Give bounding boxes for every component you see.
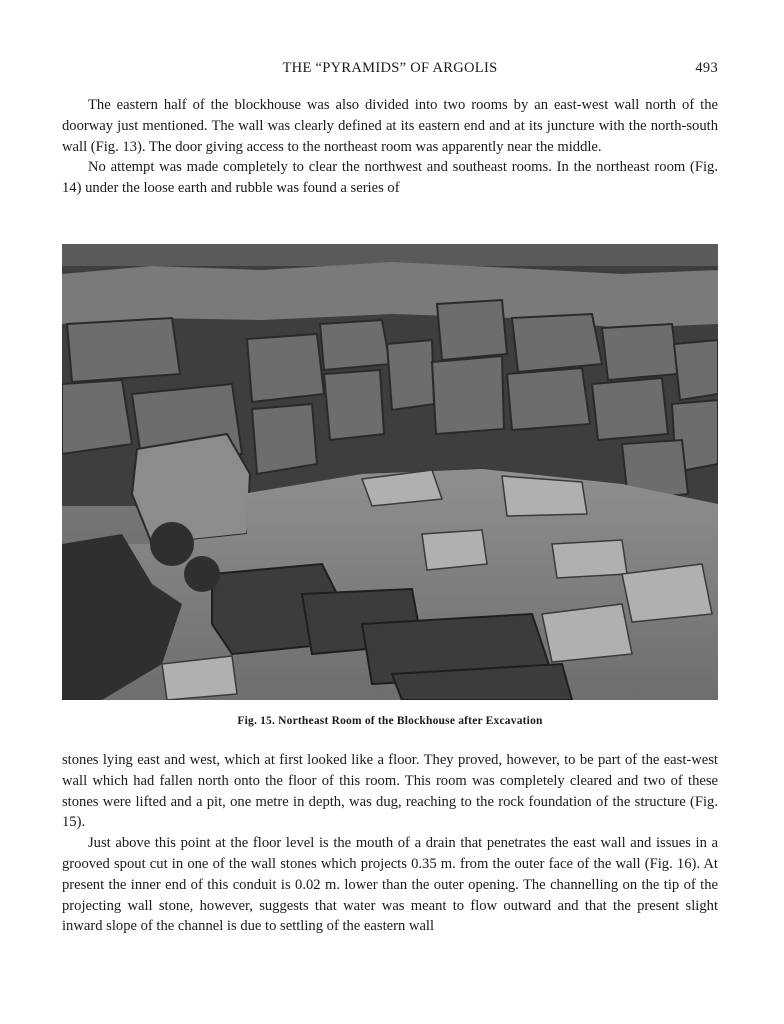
body-text-top — [62, 95, 718, 199]
paragraph: The eastern half of the blockhouse was also divided into two rooms by an east-west wall north of the doorway just mentioned. The wall was clearly defined at its eastern end and at its juncture with the north-south wall (Fig. 13). The door giving access to the northeast room was apparently near the middle. — [62, 97, 718, 155]
paragraph: No attempt was made completely to clear the northwest and southeast rooms. In the northeast room (Fig. 14) under the loose earth and rubble was found a series of — [62, 159, 718, 197]
figure-photograph — [62, 244, 718, 700]
page-number: 493 — [695, 60, 718, 76]
figure-caption: Fig. 15. Northeast Room of the Blockhouse after Excavation — [237, 715, 543, 727]
running-title: THE “PYRAMIDS” OF ARGOLIS — [282, 60, 498, 76]
paragraph: stones lying east and west, which at first looked like a floor. They proved, however, to be part of the east-west wall which had fallen north onto the floor of this room. This room was completely cleared and two of these stones were lifted and a pit, one metre in depth, was dug, reaching to the rock foundation of the structure (Fig. 15). — [62, 752, 718, 831]
running-head — [62, 60, 718, 82]
body-text-bottom — [62, 750, 718, 937]
paragraph: Just above this point at the floor level is the mouth of a drain that penetrates the east wall and issues in a grooved spout cut in one of the wall stones which projects 0.35 m. from the outer face of the wall (Fig. 16). At present the inner end of this conduit is 0.02 m. lower than the outer opening. The channelling on the tip of the projecting wall stone, however, suggests that water was meant to flow outward and that the present slight inward slope of the channel is due to settling of the eastern wall — [62, 835, 718, 935]
